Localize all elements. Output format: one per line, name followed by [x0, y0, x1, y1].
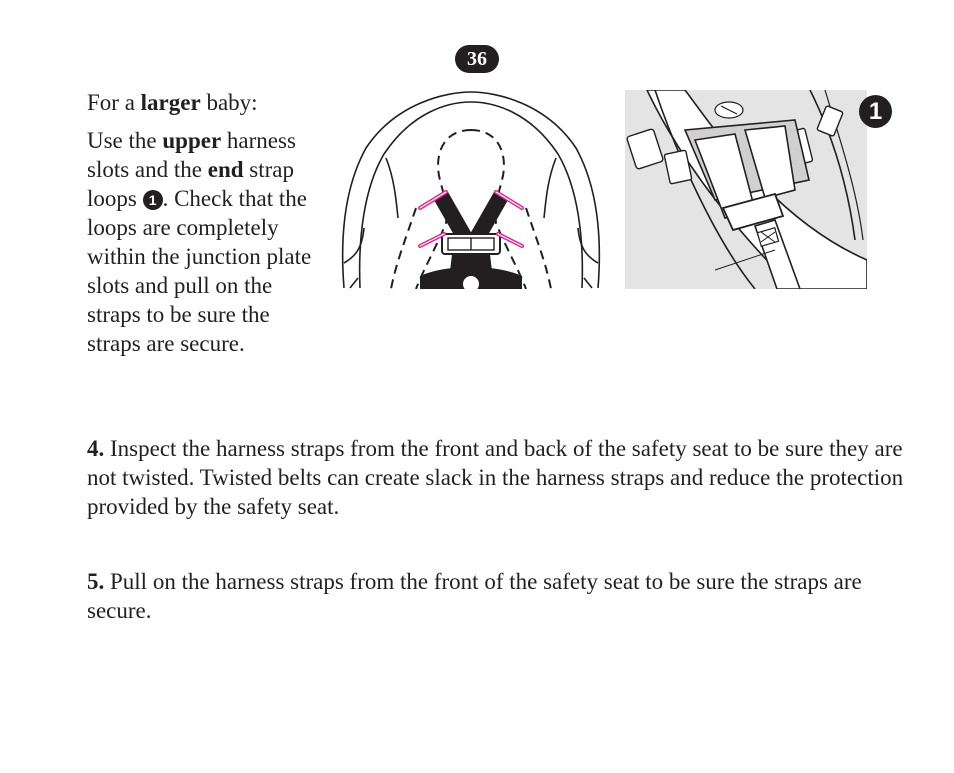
step-4-paragraph [87, 434, 907, 521]
larger-baby-instructions [87, 88, 327, 358]
callout-number-icon: 1 [143, 190, 163, 210]
junction-plate-detail-illustration [625, 90, 867, 289]
intro-line: For a larger baby: [87, 90, 258, 115]
step-number: 5. [87, 569, 105, 594]
seat-harness-illustration [336, 88, 606, 289]
step-text: Inspect the harness straps from the front and back of the safety seat to be sure they are not twisted. Twisted belts can create slack in the harness straps and reduce the protection provided by the safety seat. [87, 436, 904, 519]
step-number: 4. [87, 436, 105, 461]
step-5-paragraph [87, 567, 907, 625]
instruction-paragraph: Use the upper harness slots and the end strap loops 1 . Check that the loops are completely within the junction plate slots and pull on the straps to be sure the straps are secure. [87, 128, 312, 356]
page-number-badge: 36 [455, 45, 499, 73]
figure-callout-icon: 1 [859, 95, 892, 128]
step-text: Pull on the harness straps from the front of the safety seat to be sure the straps are secure. [87, 569, 862, 623]
